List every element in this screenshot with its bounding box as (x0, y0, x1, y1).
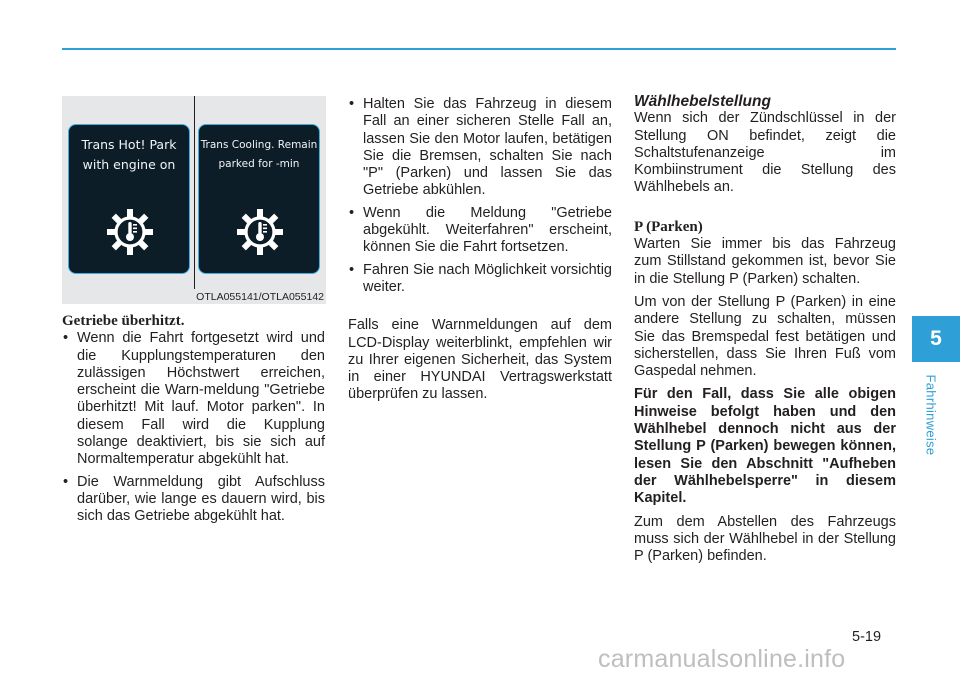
bullet-list (62, 330, 325, 525)
bullet-list (348, 96, 612, 296)
paragraph: Wenn sich der Zündschlüssel in der Stellung ON befindet, zeigt die Schaltstufenanzeige im Kombiinstrument die Stellung des Wählhebels an. (634, 110, 896, 196)
section-heading: Getriebe überhitzt. (62, 313, 185, 329)
list-item: • Wenn die Meldung "Getriebe abgekühlt. Weiterfahren" erscheint, können Sie die Fahrt fortsetzen. (348, 205, 612, 257)
section-heading: Wählhebelstellung (634, 93, 771, 110)
list-item: • Halten Sie das Fahrzeug in diesem Fall an einer sicheren Stelle Fall an, lassen Sie den Motor laufen, betätigen Sie die Bremsen, schalten Sie nach "P" (Parken) und lassen Sie das Getriebe abkühlen. (348, 96, 612, 200)
column-2 (348, 96, 612, 404)
figure-caption: OTLA055141/OTLA055142 (196, 291, 324, 303)
side-label-text: Fahrhinweise (923, 374, 939, 456)
list-item: • Die Warnmeldung gibt Aufschluss darüber, wie lange es dauern wird, bis sich das Getriebe abgekühlt hat. (62, 474, 325, 526)
gear-thermometer-icon (105, 207, 155, 257)
page-number: 5-19 (852, 629, 882, 645)
paragraph: Zum dem Abstellen des Fahrzeugs muss sich der Wählhebel in der Stellung P (Parken) befinden. (634, 513, 896, 565)
figure-divider (194, 96, 195, 289)
paragraph-bold: Für den Fall, dass Sie alle obigen Hinweise befolgt haben und den Wählhebel dennoch nicht aus der Stellung P (Parken) bewegen können, lesen Sie den Abschnitt "Aufheben der Wählhebelsperre" in diesem Kapitel. (634, 386, 896, 507)
column-1 (62, 313, 325, 531)
side-label (920, 370, 942, 460)
lcd-panel-trans-cooling (198, 124, 320, 274)
gear-thermometer-icon (235, 207, 285, 257)
chapter-tab: 5 (912, 316, 960, 362)
panel-message: Trans Hot! Park with engine on (81, 137, 177, 172)
paragraph: Warten Sie immer bis das Fahrzeug zum Stillstand gekommen ist, bevor Sie in die Stellung P (Parken) schalten. (634, 236, 896, 287)
paragraph: Um von der Stellung P (Parken) in eine andere Stellung zu schalten, müssen Sie das Bremspedal fest betätigen und sicherstellen, dass Sie Ihren Fuß vom Gaspedal nehmen. (634, 293, 896, 380)
panel-message: Trans Cooling. Remain parked for -min (200, 139, 318, 170)
warning-display-figure (62, 96, 326, 304)
list-item: • Fahren Sie nach Möglichkeit vorsichtig weiter. (348, 262, 612, 297)
paragraph: Falls eine Warnmeldungen auf dem LCD-Display weiterblinkt, empfehlen wir zu Ihrer eigenen Sicherheit, das System in einer HYUNDAI Vertragswerkstatt überprüfen zu lassen. (348, 317, 612, 403)
column-3 (634, 93, 896, 571)
list-item: • Wenn die Fahrt fortgesetzt wird und die Kupplungstemperaturen den zulässigen Höchstwert erreichen, erscheint die Warn-meldung "Getriebe überhitzt! Mit lauf. Motor parken". In diesem Fall wird die Kupplung solange deaktiviert, bis sie sich auf Normaltemperatur abgekühlt hat. (62, 330, 325, 468)
header-rule (62, 48, 896, 50)
watermark: carmanualsonline.info (598, 645, 846, 673)
subheading: P (Parken) (634, 218, 703, 235)
lcd-panel-trans-hot (68, 124, 190, 274)
